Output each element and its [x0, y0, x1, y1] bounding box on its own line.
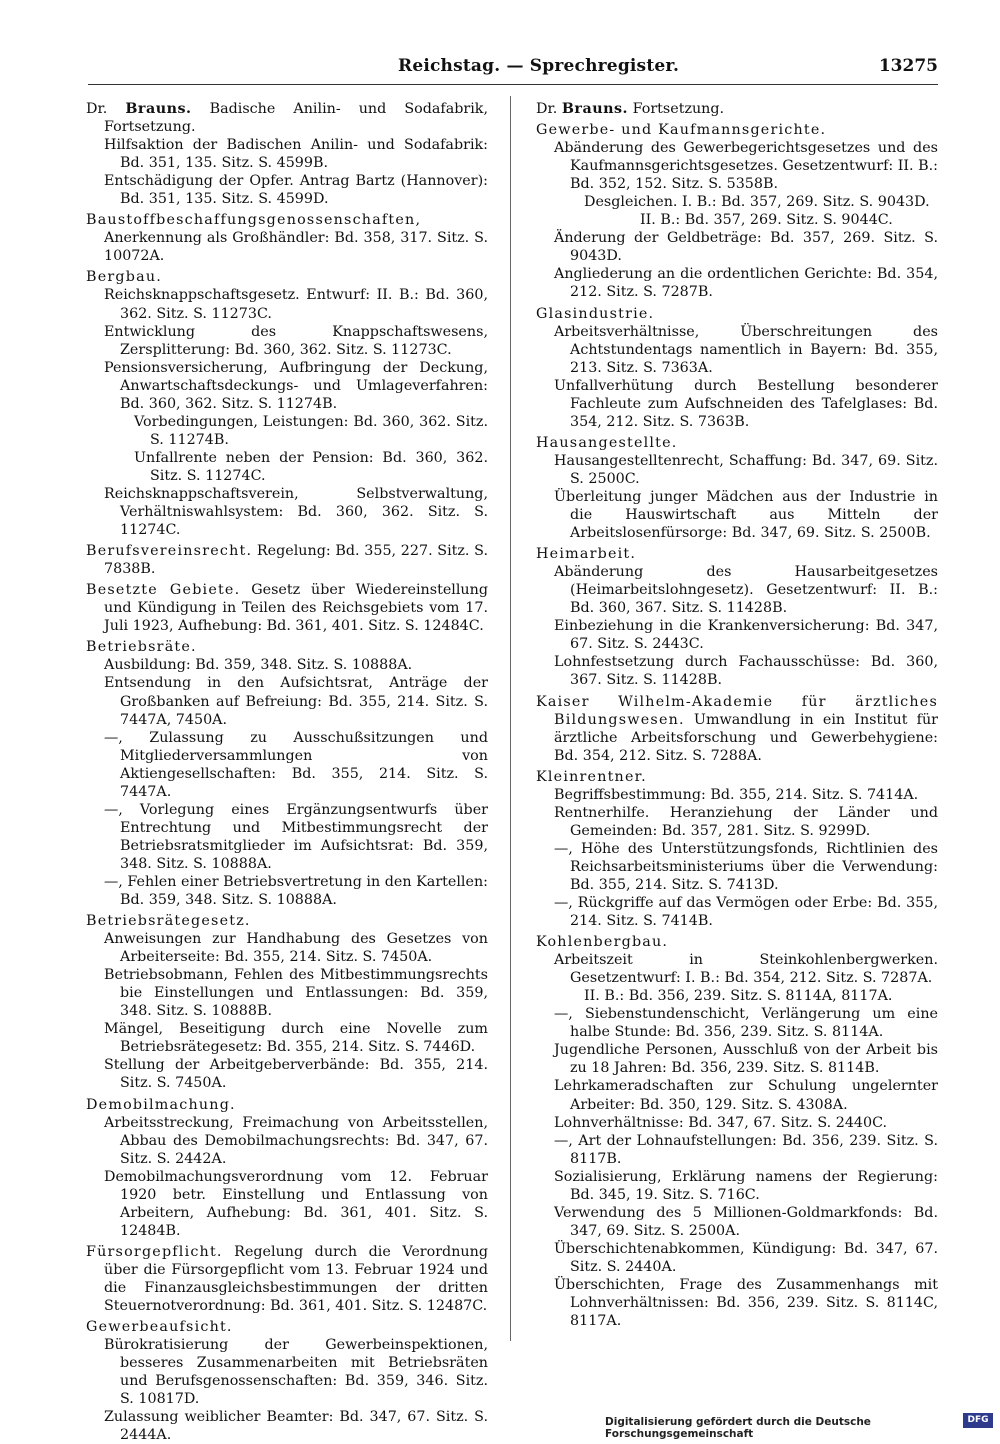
index-headline: [536, 100, 938, 118]
index-entry: Mängel, Beseitigung durch eine Novelle zum Betriebsrätegesetz: Bd. 355, 214. Sitz. S. 7446D.: [104, 1021, 488, 1056]
header-title: Reichstag. — Sprechregister.: [398, 56, 680, 76]
index-heading: Dr. Brauns.: [536, 101, 629, 117]
index-block: [86, 912, 488, 1092]
index-entry: Zulassung weiblicher Beamter: Bd. 347, 67. Sitz. S. 2444A.: [104, 1409, 488, 1444]
index-entry: Betriebsobmann, Fehlen des Mitbestimmungsrechts bie Einstellungen und Entlassungen: Bd. 359, 348. Sitz. S. 10888B.: [104, 967, 488, 1020]
index-entry: —, Rückgriffe auf das Vermögen oder Erbe: Bd. 355, 214. Sitz. S. 7414B.: [554, 895, 938, 930]
index-entry: Sozialisierung, Erklärung namens der Regierung: Bd. 345, 19. Sitz. S. 716C.: [554, 1168, 938, 1203]
index-entry: Stellung der Arbeitgeberverbände: Bd. 355, 214. Sitz. S. 7450A.: [104, 1057, 488, 1092]
index-heading-text: Badische Anilin- und Sodafabrik, Fortsetzung.: [104, 101, 488, 136]
index-block: [536, 933, 938, 1330]
index-heading: Besetzte Gebiete.: [86, 582, 241, 599]
index-heading-text: Umwandlung in ein Institut für ärztliche Arbeitsforschung und Gewerbehygiene: Bd. 354, 212. Sitz. S. 7288A.: [554, 711, 938, 764]
index-entry: Pensionsversicherung, Aufbringung der Deckung, Anwartschaftsdeckungs- und Umlageverfahren: Bd. 360, 362. Sitz. S. 11274B.: [104, 359, 488, 412]
index-heading: Kohlenbergbau.: [536, 934, 669, 951]
index-entry: Lohnverhältnisse: Bd. 347, 67. Sitz. S. 2440C.: [554, 1114, 888, 1131]
index-block: [86, 1243, 488, 1315]
index-heading: Dr. Brauns.: [86, 101, 192, 117]
speaker-name: Brauns.: [561, 101, 629, 117]
dfg-logo: DFG: [963, 1413, 993, 1428]
index-heading: Hausangestellte.: [536, 434, 678, 451]
index-entry: Jugendliche Personen, Ausschluß von der Arbeit bis zu 18 Jahren: Bd. 356, 239. Sitz. S. 8114B.: [554, 1042, 938, 1077]
left-column: [86, 100, 488, 1444]
index-block: [536, 305, 938, 431]
index-block: [536, 693, 938, 765]
index-entry: Bürokratisierung der Gewerbeinspektionen, besseres Zusammenarbeiten mit Betriebsräten und Berufsgenossenschaften: Bd. 359, 346. Sitz. S. 10817D.: [104, 1337, 488, 1408]
index-entry: Anweisungen zur Handhabung des Gesetzes von Arbeiterseite: Bd. 355, 214. Sitz. S. 7450A.: [104, 931, 488, 966]
index-headline: [536, 434, 938, 452]
index-block: [86, 211, 488, 265]
page-number: 13275: [878, 56, 938, 76]
index-headline: [536, 121, 938, 139]
index-headline: [86, 1096, 488, 1114]
index-heading: Kaiser Wilhelm-Akademie für ärztliches Bildungswesen.: [536, 693, 938, 728]
index-entry: Entsendung in den Aufsichtsrat, Anträge der Großbanken auf Befreiung: Bd. 355, 214. Sitz. S. 7447A, 7450A.: [104, 675, 488, 728]
index-entry: Entschädigung der Opfer. Antrag Bartz (Hannover): Bd. 351, 135. Sitz. S. 4599D.: [104, 173, 488, 208]
index-headline: [536, 545, 938, 563]
index-heading: Bergbau.: [86, 269, 162, 286]
index-headline: [86, 581, 488, 635]
index-headline: [86, 1243, 488, 1315]
index-heading: Betriebsräte.: [86, 639, 197, 656]
index-headline: [536, 305, 938, 323]
index-block: [536, 545, 938, 689]
index-entry: Rentnerhilfe. Heranziehung der Länder und Gemeinden: Bd. 357, 281. Sitz. S. 9299D.: [554, 804, 938, 839]
index-subentry: Desgleichen. I. B.: Bd. 357, 269. Sitz. S. 9043D.: [584, 194, 930, 211]
index-block: [536, 100, 938, 118]
index-heading: Heimarbeit.: [536, 546, 637, 563]
index-headline: [536, 933, 938, 951]
index-block: [86, 581, 488, 635]
index-entry: —, Fehlen einer Betriebsvertretung in den Kartellen: Bd. 359, 348. Sitz. S. 10888A.: [104, 873, 488, 909]
index-headline: [86, 912, 488, 930]
index-heading-text: Regelung: Bd. 355, 227. Sitz. S. 7838B.: [104, 543, 488, 578]
index-entry: Arbeitsstreckung, Freimachung von Arbeitsstellen, Abbau des Demobilmachungsrechts: Bd. 347, 67. Sitz. S. 2442A.: [104, 1114, 488, 1167]
index-heading: Baustoffbeschaffungsgenossenschaften,: [86, 212, 422, 229]
index-entry: Arbeitsverhältnisse, Überschreitungen des Achtstundentags namentlich in Bayern: Bd. 355, 213. Sitz. S. 7363A.: [554, 323, 938, 376]
index-entry: —, Vorlegung eines Ergänzungsentwurfs über Entrechtung und Mitbestimmungsrecht der Betriebsratsmitglieder im Aufsichtsrat: Bd. 359, 348. Sitz. S. 10888A.: [104, 801, 488, 872]
index-headline: [86, 268, 488, 286]
index-heading-text: Gesetz über Wiedereinstellung und Kündigung in Teilen des Reichsgebiets vom 17. Juli 1923, Aufhebung: Bd. 361, 401. Sitz. S. 12484C.: [104, 582, 488, 635]
index-entry: —, Höhe des Unterstützungsfonds, Richtlinien des Reichsarbeitsministeriums über die Verwendung: Bd. 355, 214. Sitz. S. 7413D.: [554, 840, 938, 893]
index-heading: Demobilmachung.: [86, 1096, 236, 1113]
index-block: [86, 268, 488, 539]
index-entry: Entwicklung des Knappschaftswesens, Zersplitterung: Bd. 360, 362. Sitz. S. 11273C.: [104, 323, 488, 358]
index-headline: [86, 542, 488, 578]
index-entry: Reichsknappschaftsverein, Selbstverwaltung, Verhältniswahlsystem: Bd. 360, 362. Sitz. S. 11274C.: [104, 485, 488, 539]
index-block: [86, 1318, 488, 1444]
index-heading: Kleinrentner.: [536, 768, 647, 785]
index-subentry: II. B.: Bd. 357, 269. Sitz. S. 9044C.: [640, 212, 893, 229]
index-entry: Reichsknappschaftsgesetz. Entwurf: II. B.: Bd. 360, 362. Sitz. S. 11273C.: [104, 287, 488, 322]
index-headline: [536, 693, 938, 765]
page-header: [88, 56, 938, 82]
index-entry: Begriffsbestimmung: Bd. 355, 214. Sitz. S. 7414A.: [554, 786, 919, 803]
index-entry: —, Zulassung zu Ausschußsitzungen und Mitgliederversammlungen von Aktiengesellschaften: Bd. 355, 214. Sitz. S. 7447A.: [104, 729, 488, 800]
index-heading-text: Regelung durch die Verordnung über die Fürsorgepflicht vom 13. Februar 1924 und die Finanzausgleichsbestimmungen der dritten Steuernotverordnung: Bd. 361, 401. Sitz. S. 12487C.: [104, 1243, 488, 1315]
index-headline: [536, 768, 938, 786]
index-heading-text: Fortsetzung.: [628, 101, 725, 117]
index-headline: [86, 1318, 488, 1336]
index-block: [536, 121, 938, 301]
index-entry: Änderung der Geldbeträge: Bd. 357, 269. Sitz. S. 9043D.: [554, 230, 938, 265]
index-entry: Lohnfestsetzung durch Fachausschüsse: Bd. 360, 367. Sitz. S. 11428B.: [554, 654, 938, 689]
index-entry: Abänderung des Hausarbeitgesetzes (Heimarbeitslohngesetz). Gesetzentwurf: II. B.: Bd. 360, 367. Sitz. S. 11428B.: [554, 564, 938, 617]
speaker-name: Brauns.: [125, 101, 192, 117]
index-subentry: II. B.: Bd. 356, 239. Sitz. S. 8114A, 8117A.: [584, 988, 893, 1005]
index-block: [86, 1096, 488, 1240]
header-rule: [88, 84, 938, 85]
index-block: [536, 768, 938, 930]
index-block: [86, 542, 488, 578]
index-entry: Überschichten, Frage des Zusammenhangs mit Lohnverhältnissen: Bd. 356, 239. Sitz. S. 8114C, 8117A.: [554, 1277, 938, 1330]
index-entry: Abänderung des Gewerbegerichtsgesetzes und des Kaufmannsgerichtsgesetzes. Gesetzentwurf: II. B.: Bd. 352, 152. Sitz. S. 5358B.: [554, 140, 938, 193]
index-block: [536, 434, 938, 542]
index-headline: [86, 638, 488, 656]
index-block: [86, 100, 488, 208]
index-heading: Berufsvereinsrecht.: [86, 543, 253, 560]
right-column: [536, 100, 938, 1340]
index-entry: —, Art der Lohnaufstellungen: Bd. 356, 239. Sitz. S. 8117B.: [554, 1132, 938, 1167]
column-divider: [510, 96, 511, 1341]
index-entry: Arbeitszeit in Steinkohlenbergwerken. Gesetzentwurf: I. B.: Bd. 354, 212. Sitz. S. 7287A.: [554, 952, 938, 987]
index-entry: —, Siebenstundenschicht, Verlängerung um eine halbe Stunde: Bd. 356, 239. Sitz. S. 8114A.: [554, 1006, 938, 1041]
index-headline: [86, 100, 488, 136]
index-heading-text: Anerkennung als Großhändler: Bd. 358, 317. Sitz. S. 10072A.: [104, 230, 488, 265]
index-entry: Angliederung an die ordentlichen Gerichte: Bd. 354, 212. Sitz. S. 7287B.: [554, 266, 938, 301]
index-entry: Unfallverhütung durch Bestellung besonderer Fachleute zum Aufschneiden des Tafelglases: Bd. 354, 212. Sitz. S. 7363B.: [554, 377, 938, 430]
index-entry: Demobilmachungsverordnung vom 12. Februar 1920 betr. Einstellung und Entlassung von Arbeitern, Aufhebung: Bd. 361, 401. Sitz. S. 12484B.: [104, 1168, 488, 1239]
index-heading: Fürsorgepflicht.: [86, 1243, 223, 1260]
index-heading: Gewerbeaufsicht.: [86, 1319, 233, 1336]
index-entry: Überleitung junger Mädchen aus der Industrie in die Hauswirtschaft aus Mitteln der Arbeitslosenfürsorge: Bd. 347, 69. Sitz. S. 2500B.: [554, 488, 938, 542]
index-heading: Glasindustrie.: [536, 305, 655, 322]
index-entry: Lehrkameradschaften zur Schulung ungelernter Arbeiter: Bd. 350, 129. Sitz. S. 4308A.: [554, 1078, 938, 1113]
footer-credit: Digitalisierung gefördert durch die Deutsche Forschungsgemeinschaft: [605, 1416, 871, 1440]
index-entry: Hausangestelltenrecht, Schaffung: Bd. 347, 69. Sitz. S. 2500C.: [554, 452, 938, 487]
index-entry: Hilfsaktion der Badischen Anilin- und Sodafabrik: Bd. 351, 135. Sitz. S. 4599B.: [104, 137, 488, 172]
index-block: [86, 638, 488, 909]
index-entry: Überschichtenabkommen, Kündigung: Bd. 347, 67. Sitz. S. 2440A.: [554, 1240, 938, 1275]
index-subentry: Vorbedingungen, Leistungen: Bd. 360, 362. Sitz. S. 11274B.: [134, 413, 488, 448]
index-heading: Gewerbe- und Kaufmannsgerichte.: [536, 122, 827, 139]
index-entry: Verwendung des 5 Millionen-Goldmarkfonds: Bd. 347, 69. Sitz. S. 2500A.: [554, 1204, 938, 1239]
index-entry: Ausbildung: Bd. 359, 348. Sitz. S. 10888A.: [104, 657, 413, 674]
index-entry: Einbeziehung in die Krankenversicherung: Bd. 347, 67. Sitz. S. 2443C.: [554, 618, 938, 653]
index-subentry: Unfallrente neben der Pension: Bd. 360, 362. Sitz. S. 11274C.: [134, 449, 488, 484]
index-headline: [86, 211, 488, 265]
index-heading: Betriebsrätegesetz.: [86, 913, 251, 930]
